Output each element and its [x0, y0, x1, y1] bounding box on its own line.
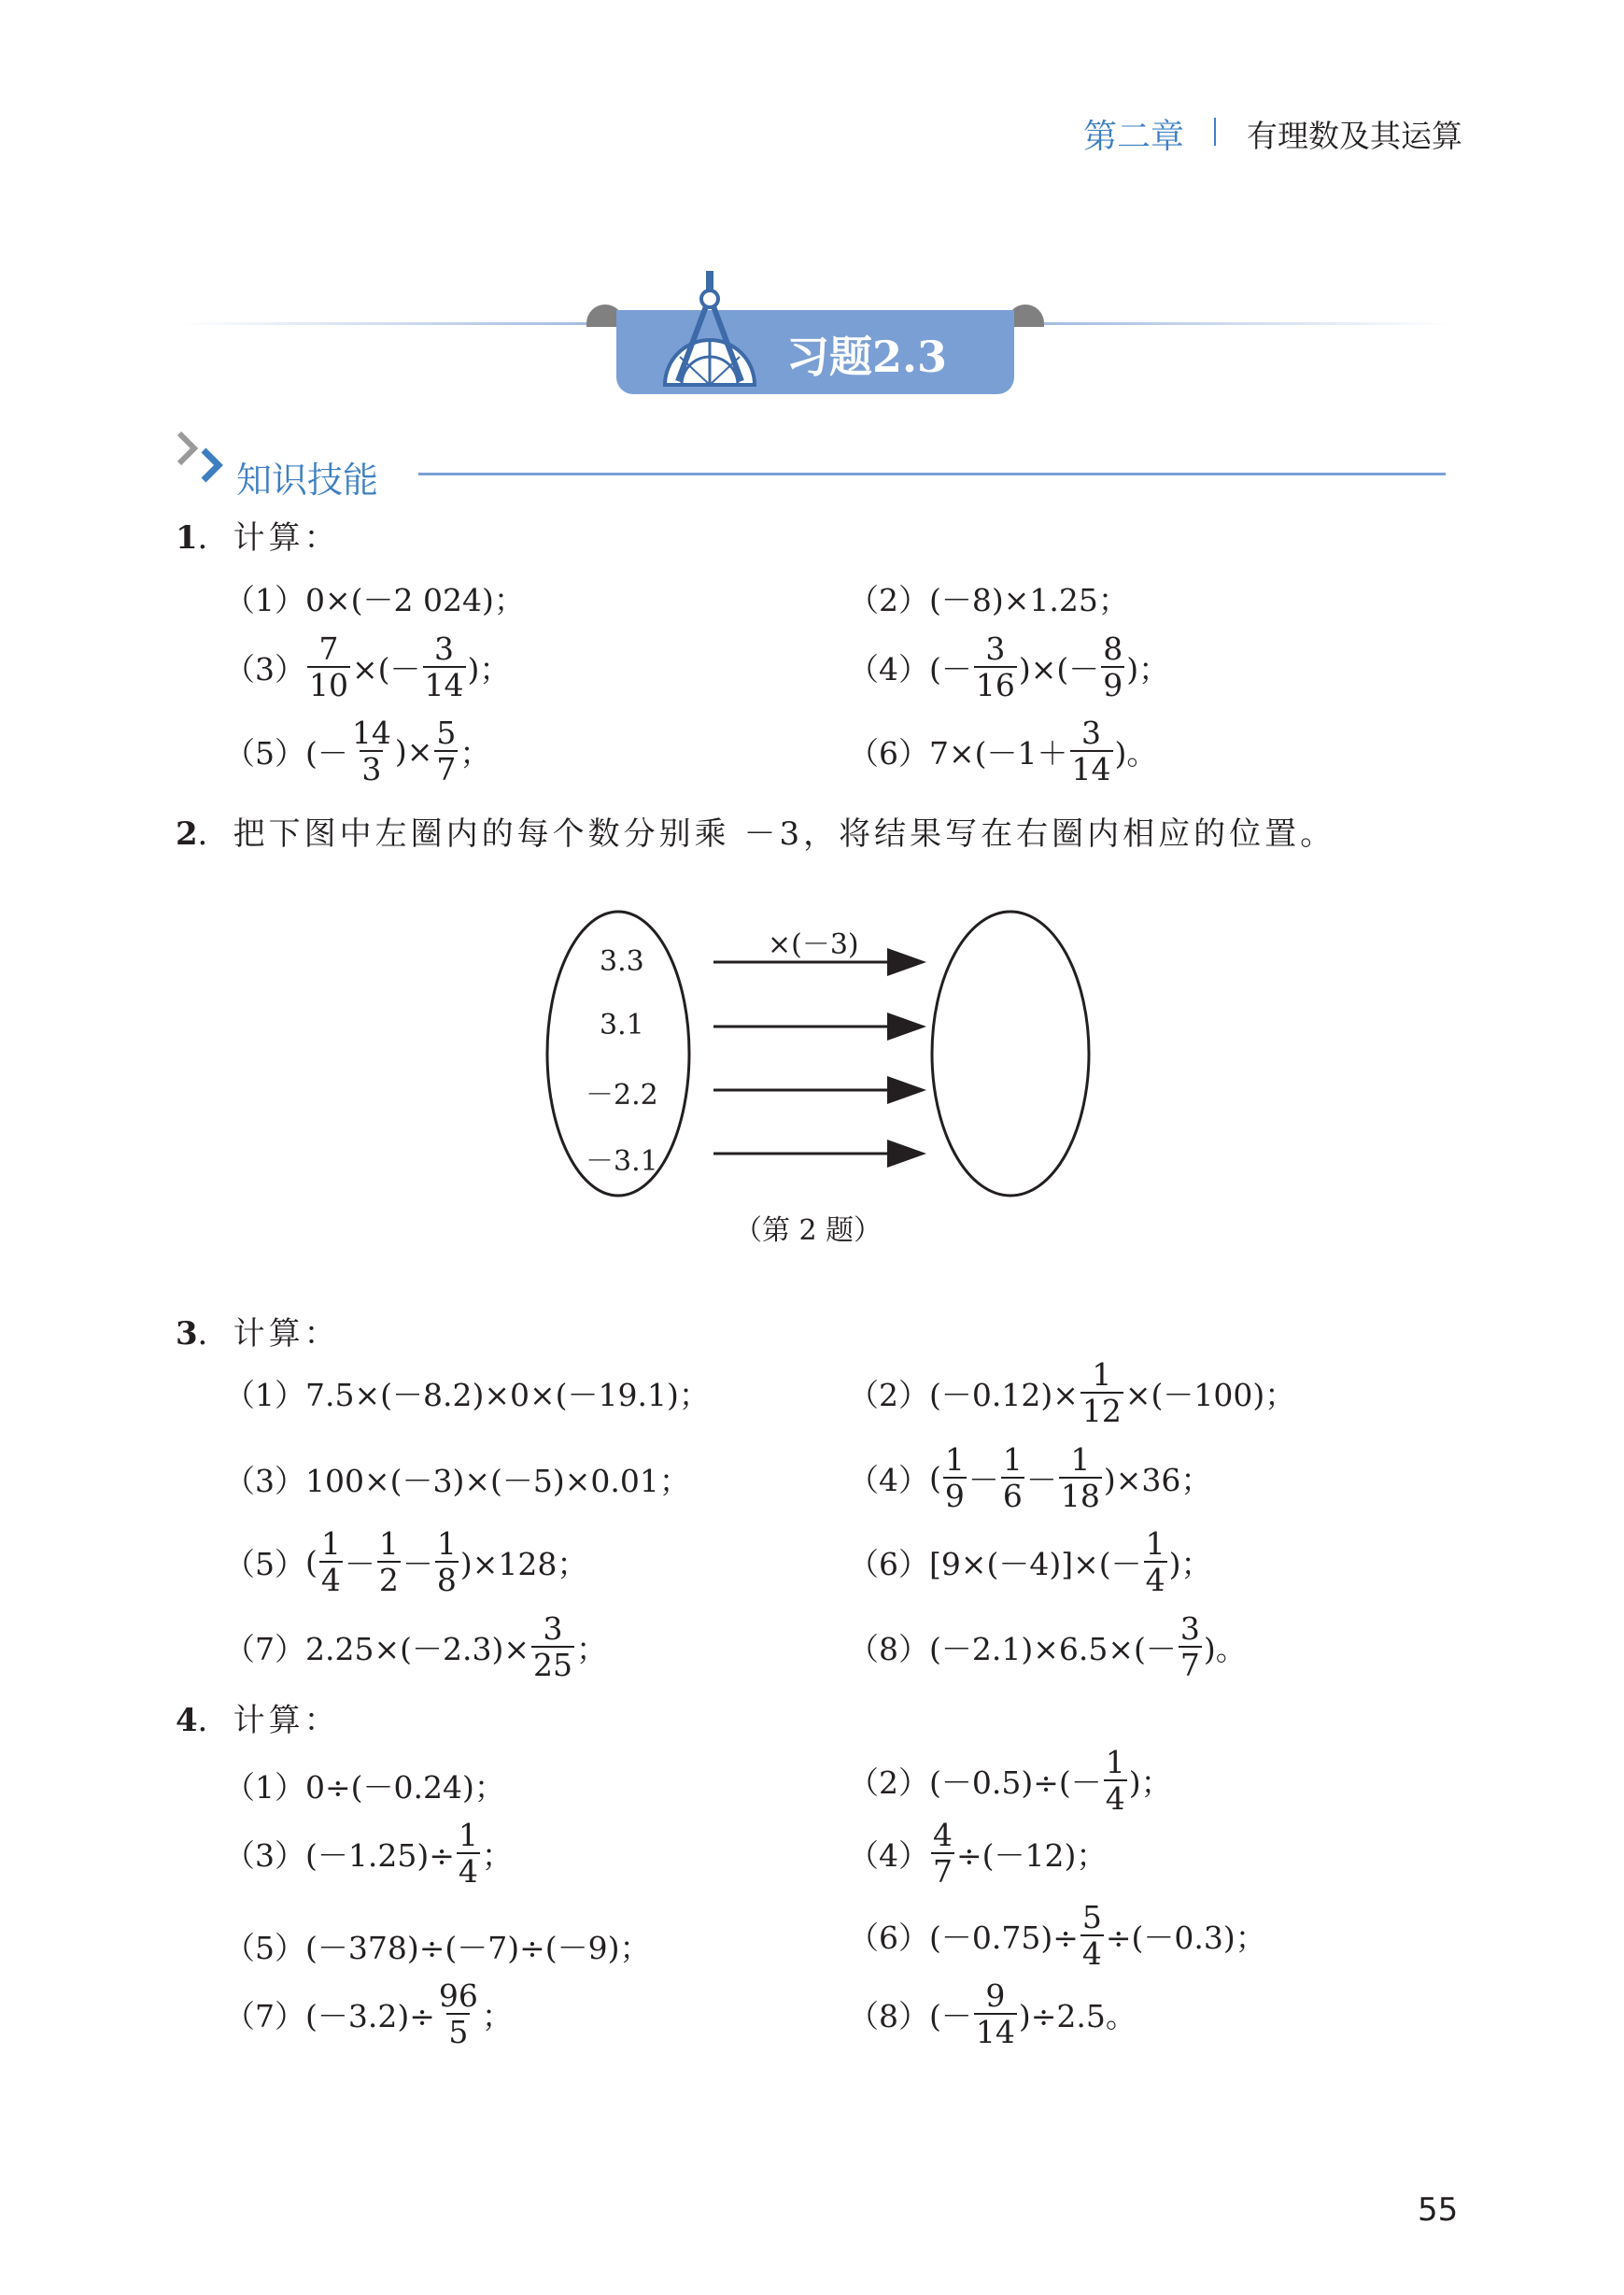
q4-item-1: [224, 1764, 505, 1807]
expression-part: )×(－: [1018, 650, 1100, 687]
left-value: 3.1: [600, 1009, 644, 1041]
item-label: （1）: [224, 1377, 305, 1413]
expression-part: ；: [481, 1997, 513, 2034]
item-label: （5）: [224, 1930, 305, 1966]
fraction: $\frac{1}{9}$: [944, 1441, 965, 1514]
fraction: $\frac{8}{9}$: [1103, 630, 1123, 703]
expression-part: [9×(－4)]×(－: [929, 1545, 1142, 1582]
expression-part: －: [402, 1545, 433, 1582]
question-number: 2: [176, 815, 198, 853]
item-label: （4）: [848, 1836, 929, 1874]
expression-part: )；: [1126, 650, 1170, 687]
q3-item-3: [224, 1457, 690, 1501]
banner-line-right: [1014, 322, 1453, 325]
item-label: （8）: [848, 1630, 929, 1667]
fraction: $\frac{4}{7}$: [933, 1817, 953, 1890]
expression-part: －: [1025, 1461, 1057, 1498]
expression-part: －: [967, 1461, 999, 1498]
expression-part: (－: [929, 1997, 972, 2034]
question-number: 3: [176, 1315, 198, 1353]
fraction: $\frac{5}{7}$: [436, 715, 457, 787]
item-label: （1）: [224, 1769, 305, 1806]
q3-item-6: [848, 1525, 1212, 1598]
expression-part: (－: [305, 734, 348, 772]
q4-item-8: [848, 1977, 1137, 2050]
expression-part: )。: [1203, 1630, 1247, 1667]
expression: 0÷(－0.24)；: [305, 1769, 505, 1806]
question-text: ．把下图中左圈内的每个数分别乘 －3，将结果写在右圈内相应的位置。: [197, 815, 1336, 853]
left-value: －3.1: [586, 1145, 658, 1178]
fraction: $\frac{1}{4}$: [1145, 1525, 1165, 1598]
item-label: （6）: [848, 1919, 929, 1956]
expression-part: (－0.12)×: [929, 1376, 1079, 1413]
item-label: （5）: [224, 1545, 305, 1582]
item-label: （7）: [224, 1630, 305, 1667]
expression-part: ×(－100)；: [1124, 1376, 1296, 1413]
expression-part: ÷(－0.3)；: [1105, 1919, 1266, 1956]
q1-item-4: [848, 630, 1170, 703]
item-label: （3）: [224, 650, 305, 687]
expression-part: (: [305, 1543, 318, 1580]
fraction: $\frac{3}{14}$: [1071, 715, 1111, 787]
chapter-title: 有理数及其运算: [1247, 118, 1462, 154]
question-1-heading: [176, 512, 340, 558]
expression: (－378)÷(－7)÷(－9)；: [305, 1930, 651, 1966]
expression-part: )；: [467, 650, 511, 687]
q4-item-5: [224, 1924, 651, 1968]
expression-part: (－1.25)÷: [305, 1836, 455, 1874]
item-label: （8）: [848, 1997, 929, 2034]
figure-caption: （第 2 题）: [734, 1214, 883, 1247]
fraction: $\frac{1}{6}$: [1002, 1441, 1023, 1514]
question-2-heading: [176, 808, 1335, 854]
fraction: $\frac{1}{8}$: [436, 1525, 457, 1598]
banner-line-left: [177, 322, 616, 325]
section-title: 知识技能: [236, 460, 379, 501]
q3-item-8: [848, 1610, 1247, 1683]
fraction: $\frac{3}{14}$: [424, 630, 464, 703]
item-label: （2）: [848, 582, 929, 618]
expression-part: ÷(－12)；: [956, 1836, 1108, 1874]
expression-part: )×128；: [459, 1545, 588, 1582]
fraction: $\frac{3}{25}$: [533, 1610, 573, 1683]
q3-item-5: [224, 1525, 588, 1598]
left-value: 3.3: [600, 945, 644, 978]
q3-item-4: [848, 1441, 1212, 1514]
q3-item-2: [848, 1356, 1296, 1429]
expression-part: )；: [1128, 1764, 1172, 1801]
question-number: 1: [176, 519, 198, 557]
item-label: （7）: [224, 1997, 305, 2034]
item-label: （4）: [848, 1461, 929, 1498]
expression-part: (－2.1)×6.5×(－: [929, 1630, 1177, 1667]
expression-part: )。: [1114, 734, 1158, 772]
question-3-heading: [176, 1308, 340, 1353]
item-label: （3）: [224, 1836, 305, 1874]
q4-item-3: [224, 1817, 513, 1890]
fraction: $\frac{3}{16}$: [975, 630, 1015, 703]
q3-item-1: [224, 1371, 710, 1415]
expression-part: )×36；: [1103, 1461, 1212, 1498]
expression: (－8)×1.25；: [929, 582, 1129, 618]
q4-item-7: [224, 1977, 513, 2050]
exercise-title: 习题2.3: [786, 332, 948, 382]
expression-part: －: [344, 1545, 375, 1582]
item-label: （4）: [848, 650, 929, 687]
question-text: ．计算：: [197, 1315, 340, 1353]
expression-part: (: [929, 1459, 941, 1496]
arrow-label: ×(－3): [768, 928, 859, 961]
expression-part: (－0.75)÷: [929, 1919, 1079, 1956]
header-divider: [1214, 118, 1216, 146]
expression: 7.5×(－8.2)×0×(－19.1)；: [305, 1377, 710, 1413]
fraction: $\frac{1}{4}$: [458, 1817, 478, 1890]
fraction: $\frac{96}{5}$: [438, 1977, 478, 2050]
q1-item-6: [848, 717, 1157, 785]
item-label: （3）: [224, 1463, 305, 1499]
fraction: $\frac{1}{2}$: [378, 1525, 399, 1598]
question-text: ．计算：: [197, 1702, 340, 1739]
fraction: $\frac{1}{12}$: [1081, 1356, 1122, 1429]
item-label: （5）: [224, 734, 305, 772]
expression-part: )÷2.5。: [1018, 1997, 1137, 2034]
expression-part: (－3.2)÷: [305, 1997, 435, 2034]
expression-part: 2.25×(－2.3)×: [305, 1630, 530, 1667]
q1-item-1: [224, 576, 525, 620]
q3-item-7: [224, 1610, 608, 1683]
fraction: $\frac{1}{4}$: [1105, 1744, 1125, 1817]
right-ellipse: [932, 912, 1089, 1196]
expression: 0×(－2 024)；: [305, 582, 525, 618]
expression-part: )；: [1168, 1545, 1212, 1582]
section-divider: [418, 473, 1446, 475]
fraction: $\frac{9}{14}$: [975, 1977, 1015, 2050]
item-label: （2）: [848, 1764, 929, 1801]
fraction: $\frac{1}{4}$: [320, 1525, 341, 1598]
left-value: －2.2: [586, 1079, 658, 1112]
fraction: $\frac{7}{10}$: [309, 630, 348, 703]
expression-part: (－: [929, 650, 972, 687]
expression-part: (－0.5)÷(－: [929, 1764, 1102, 1801]
expression-part: ×(－: [352, 650, 421, 687]
question-number: 4: [176, 1702, 198, 1739]
fraction: $\frac{5}{4}$: [1081, 1899, 1102, 1972]
expression: 100×(－3)×(－5)×0.01；: [305, 1463, 690, 1499]
fraction: $\frac{14}{3}$: [351, 715, 391, 787]
expression-part: 7×(－1＋: [929, 734, 1068, 772]
item-label: （6）: [848, 1545, 929, 1582]
q4-item-4: [848, 1817, 1108, 1890]
q1-item-3: [224, 630, 511, 703]
q1-item-2: [848, 576, 1129, 620]
item-label: （1）: [224, 582, 305, 618]
question-4-heading: [176, 1694, 340, 1740]
page-number: 55: [1418, 2191, 1459, 2229]
q4-item-6: [848, 1899, 1266, 1972]
item-label: （2）: [848, 1376, 929, 1413]
chapter-label: 第二章: [1083, 118, 1185, 156]
expression-part: ；: [576, 1630, 608, 1667]
expression-part: )×: [394, 732, 433, 770]
q1-item-5: [224, 717, 490, 785]
item-label: （6）: [848, 734, 929, 772]
chevron-icon: [174, 430, 230, 488]
fraction: $\frac{3}{7}$: [1179, 1610, 1200, 1683]
compass-protractor-icon: [654, 267, 766, 389]
q4-item-2: [848, 1744, 1172, 1817]
expression-part: ；: [481, 1836, 513, 1874]
expression-part: ；: [459, 734, 491, 772]
fraction: $\frac{1}{18}$: [1060, 1441, 1100, 1514]
question-text: ．计算：: [197, 519, 340, 557]
